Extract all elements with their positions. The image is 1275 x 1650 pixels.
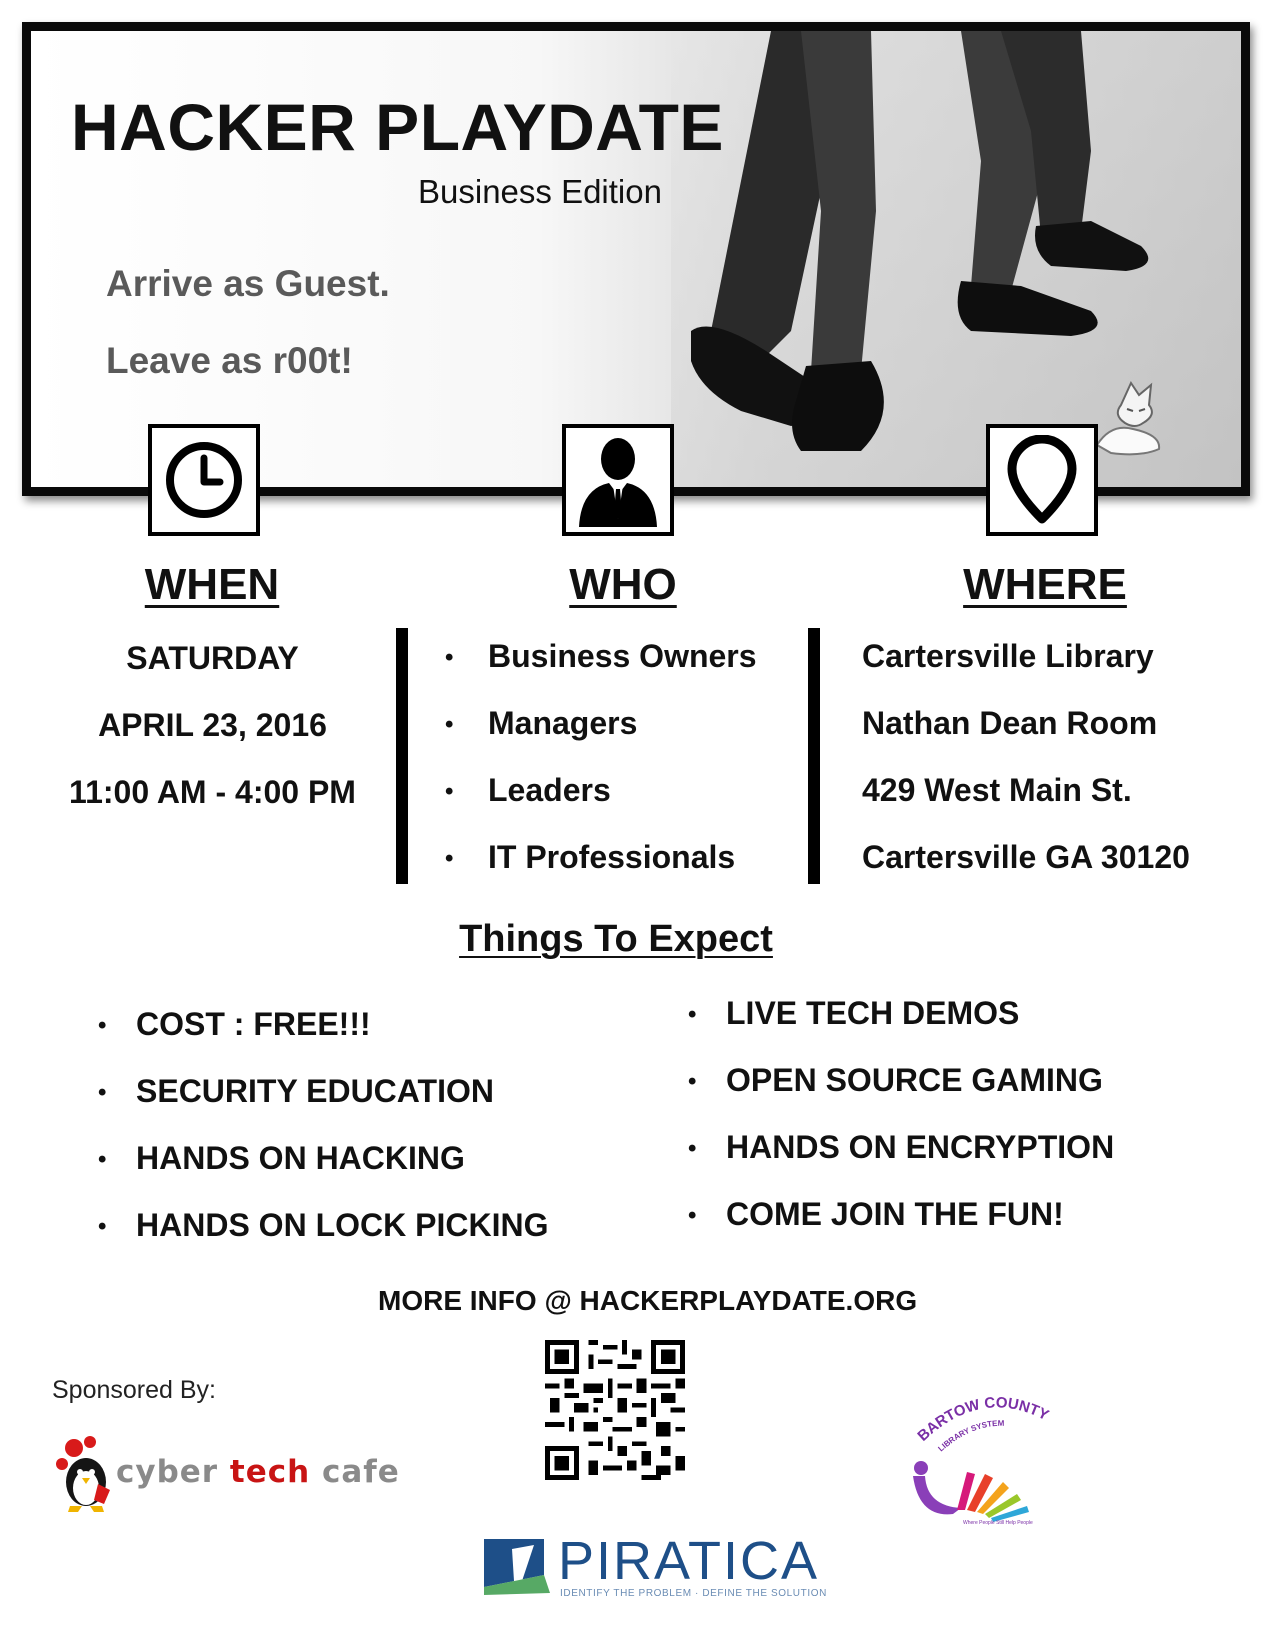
- venue-street: 429 West Main St.: [862, 772, 1132, 808]
- event-time: 11:00 AM - 4:00 PM: [69, 774, 356, 810]
- where-heading: WHERE: [963, 560, 1127, 609]
- bartow-motto-text: Where People Still Help People: [963, 1520, 1033, 1526]
- where-icon-box: [986, 424, 1098, 536]
- expect-heading: Things To Expect: [459, 918, 773, 960]
- list-item: • OPEN SOURCE GAMING: [688, 1062, 1114, 1129]
- sponsored-by-label: Sponsored By:: [52, 1376, 216, 1404]
- when-heading: WHEN: [144, 560, 280, 609]
- bartow-sub-text: LIBRARY SYSTEM: [936, 1418, 1005, 1454]
- bartow-county-library-logo: [905, 1378, 1065, 1526]
- divider-right: [808, 628, 820, 884]
- list-item: • HANDS ON ENCRYPTION: [688, 1129, 1114, 1196]
- list-item: • LIVE TECH DEMOS: [688, 995, 1114, 1062]
- list-item: • SECURITY EDUCATION: [98, 1073, 548, 1140]
- tagline-guest: Arrive as Guest.: [106, 263, 390, 304]
- who-heading: WHO: [569, 560, 677, 609]
- tagline-root: Leave as r00t!: [106, 340, 353, 381]
- list-item: • COST : FREE!!!: [98, 1006, 548, 1073]
- list-item: • HANDS ON LOCK PICKING: [98, 1207, 548, 1274]
- when-icon-box: [148, 424, 260, 536]
- piratica-wordmark: PIRATICA: [558, 1531, 820, 1591]
- expect-list-right: [688, 995, 1114, 1263]
- ctc-word-tech: tech: [229, 1454, 311, 1490]
- ctc-word-cyber: cyber: [116, 1454, 230, 1490]
- expect-list-left: [98, 1006, 548, 1274]
- clock-icon: [162, 438, 246, 522]
- list-item: • Business Owners: [445, 638, 757, 705]
- list-item: • IT Professionals: [445, 839, 757, 906]
- venue-room: Nathan Dean Room: [862, 705, 1158, 741]
- who-icon-box: [562, 424, 674, 536]
- cyber-tech-cafe-wordmark: [116, 1454, 400, 1490]
- event-subtitle: Business Edition: [418, 173, 662, 210]
- bartow-name-text: BARTOW COUNTY: [914, 1394, 1052, 1445]
- businessman-icon: [573, 433, 663, 527]
- more-info-link[interactable]: MORE INFO @ HACKERPLAYDATE.ORG: [378, 1285, 918, 1316]
- piratica-tagline: IDENTIFY THE PROBLEM · DEFINE THE SOLUTION: [560, 1588, 827, 1599]
- list-item: • Leaders: [445, 772, 757, 839]
- list-item: • HANDS ON HACKING: [98, 1140, 548, 1207]
- divider-left: [396, 628, 408, 884]
- venue-name: Cartersville Library: [862, 638, 1154, 674]
- fox-logo: [1091, 379, 1175, 459]
- ctc-word-cafe: cafe: [310, 1454, 400, 1490]
- venue-city: Cartersville GA 30120: [862, 839, 1190, 875]
- who-list: [445, 638, 757, 906]
- qr-code[interactable]: [545, 1340, 685, 1480]
- map-pin-icon: [1004, 435, 1080, 525]
- list-item: • Managers: [445, 705, 757, 772]
- event-title: HACKER PLAYDATE: [71, 90, 724, 164]
- list-item: • COME JOIN THE FUN!: [688, 1196, 1114, 1263]
- event-day: SATURDAY: [126, 640, 299, 676]
- event-date: APRIL 23, 2016: [98, 707, 327, 743]
